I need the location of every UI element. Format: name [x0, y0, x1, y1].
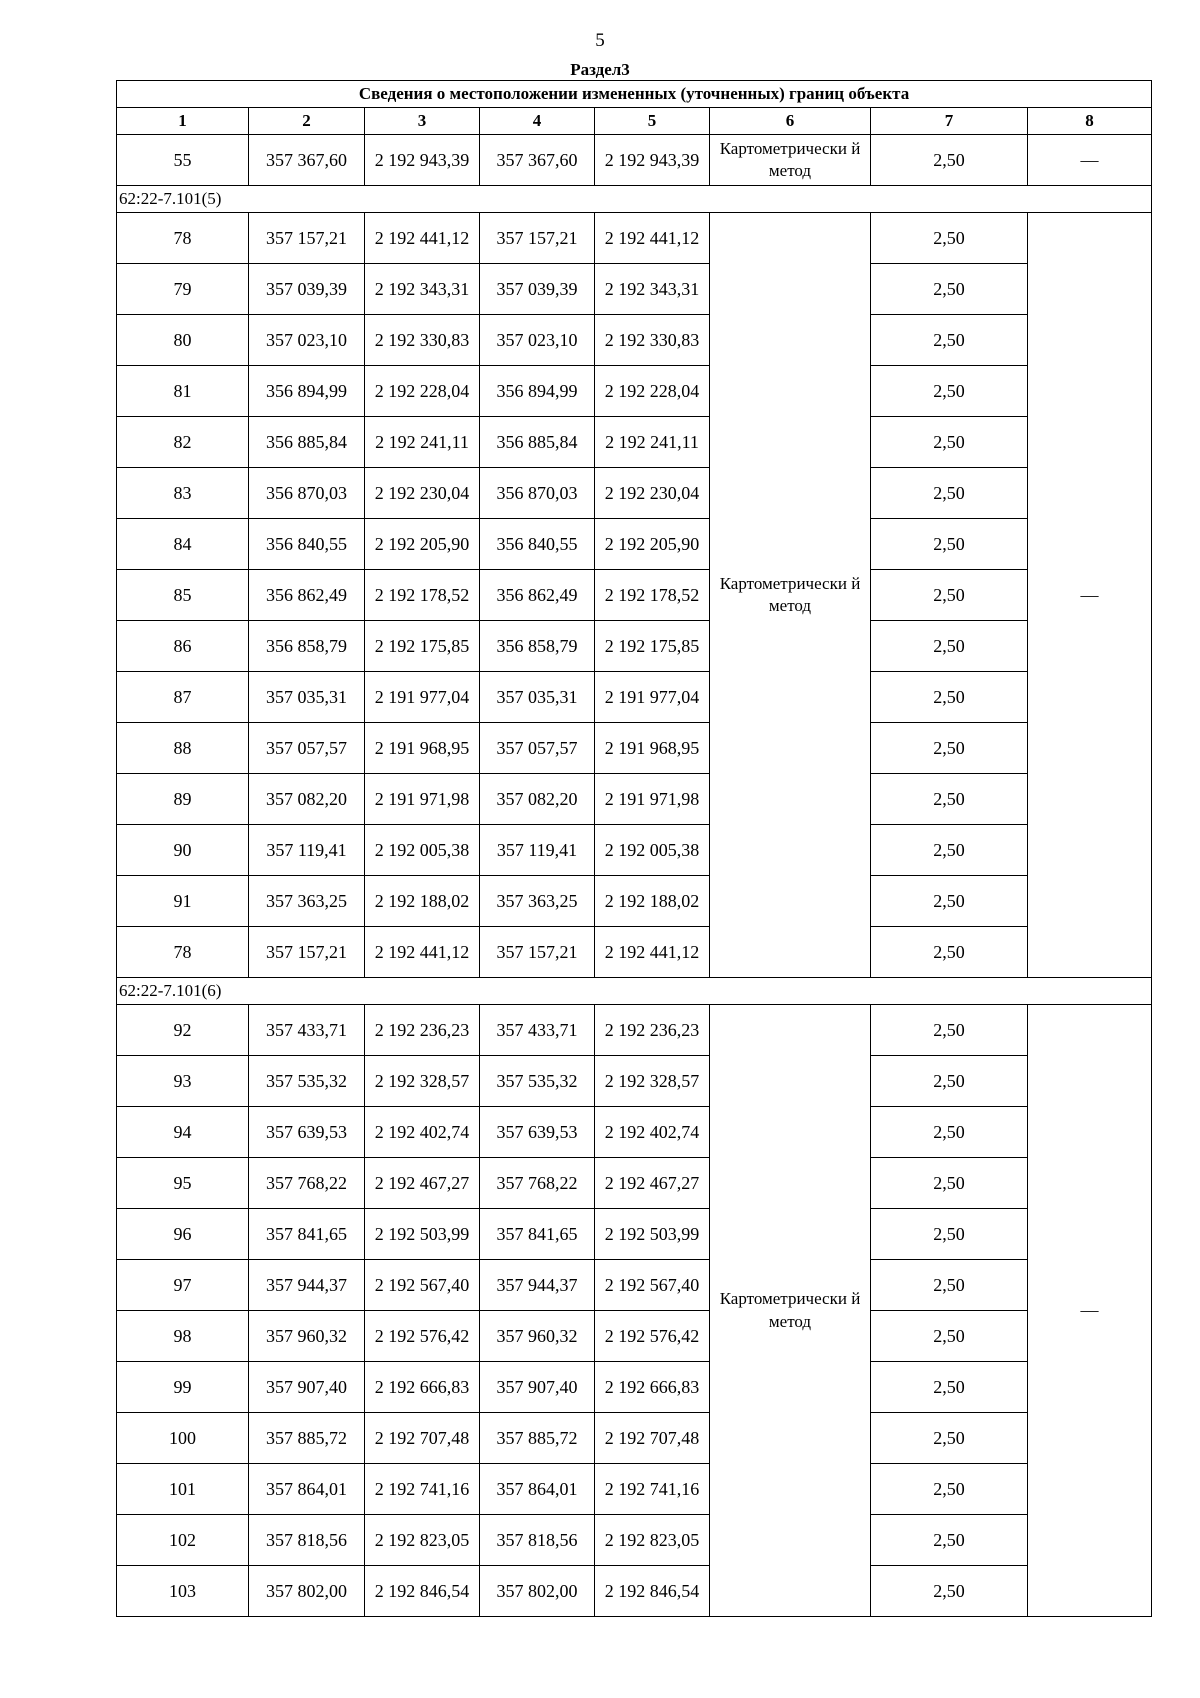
- point-number-cell: 100: [117, 1413, 249, 1464]
- method-cell: Картометрически й метод: [710, 135, 871, 186]
- coordinate-cell: 357 802,00: [249, 1566, 365, 1617]
- method-cell: Картометрически й метод: [710, 1005, 871, 1617]
- coordinate-cell: 2 192 823,05: [365, 1515, 480, 1566]
- point-number-cell: 79: [117, 264, 249, 315]
- note-cell: —: [1028, 1005, 1152, 1617]
- column-number: 4: [480, 108, 595, 135]
- coordinate-cell: 357 035,31: [480, 672, 595, 723]
- table-row: [117, 1107, 1152, 1158]
- coordinate-cell: 2 192 228,04: [365, 366, 480, 417]
- point-number-cell: 91: [117, 876, 249, 927]
- boundary-table: [116, 80, 1152, 1617]
- coordinate-cell: 356 858,79: [249, 621, 365, 672]
- table-row: [117, 213, 1152, 264]
- point-number-cell: 103: [117, 1566, 249, 1617]
- coordinate-cell: 2 192 005,38: [365, 825, 480, 876]
- coordinate-cell: 2 192 188,02: [365, 876, 480, 927]
- accuracy-cell: 2,50: [871, 1515, 1028, 1566]
- coordinate-cell: 357 157,21: [249, 927, 365, 978]
- point-number-cell: 85: [117, 570, 249, 621]
- coordinate-cell: 357 039,39: [480, 264, 595, 315]
- coordinate-cell: 2 192 707,48: [595, 1413, 710, 1464]
- point-number-cell: 90: [117, 825, 249, 876]
- table-row: [117, 570, 1152, 621]
- coordinate-cell: 2 192 178,52: [595, 570, 710, 621]
- coordinate-cell: 2 192 402,74: [365, 1107, 480, 1158]
- coordinate-cell: 357 768,22: [480, 1158, 595, 1209]
- coordinate-cell: 357 157,21: [480, 213, 595, 264]
- coordinate-cell: 357 119,41: [480, 825, 595, 876]
- coordinate-cell: 2 192 330,83: [595, 315, 710, 366]
- table-row: [117, 621, 1152, 672]
- accuracy-cell: 2,50: [871, 876, 1028, 927]
- coordinate-cell: 2 192 666,83: [365, 1362, 480, 1413]
- point-number-cell: 78: [117, 927, 249, 978]
- accuracy-cell: 2,50: [871, 621, 1028, 672]
- point-number-cell: 81: [117, 366, 249, 417]
- method-cell: Картометрически й метод: [710, 213, 871, 978]
- table-row: [117, 1362, 1152, 1413]
- coordinate-cell: 357 023,10: [249, 315, 365, 366]
- section-title: Раздел3: [570, 60, 630, 79]
- coordinate-cell: 357 802,00: [480, 1566, 595, 1617]
- point-number-cell: 98: [117, 1311, 249, 1362]
- coordinate-cell: 357 157,21: [480, 927, 595, 978]
- coordinate-cell: 2 192 205,90: [365, 519, 480, 570]
- coordinate-cell: 2 192 467,27: [365, 1158, 480, 1209]
- table-row: [117, 1566, 1152, 1617]
- point-number-cell: 87: [117, 672, 249, 723]
- coordinate-cell: 2 192 402,74: [595, 1107, 710, 1158]
- column-number: 8: [1028, 108, 1152, 135]
- group-header-row: [117, 978, 1152, 1005]
- coordinate-cell: 2 192 175,85: [365, 621, 480, 672]
- column-number: 1: [117, 108, 249, 135]
- point-number-cell: 84: [117, 519, 249, 570]
- coordinate-cell: 2 192 741,16: [595, 1464, 710, 1515]
- coordinate-cell: 2 192 441,12: [365, 213, 480, 264]
- table-caption: Сведения о местоположении измененных (уточненных) границ объекта: [117, 81, 1152, 108]
- coordinate-cell: 2 192 576,42: [365, 1311, 480, 1362]
- coordinate-cell: 357 841,65: [480, 1209, 595, 1260]
- coordinate-cell: 357 535,32: [480, 1056, 595, 1107]
- coordinate-cell: 2 192 188,02: [595, 876, 710, 927]
- coordinate-cell: 2 192 343,31: [365, 264, 480, 315]
- coordinate-cell: 357 960,32: [480, 1311, 595, 1362]
- coordinate-cell: 357 907,40: [249, 1362, 365, 1413]
- accuracy-cell: 2,50: [871, 570, 1028, 621]
- coordinate-cell: 2 192 236,23: [365, 1005, 480, 1056]
- coordinate-cell: 2 191 977,04: [365, 672, 480, 723]
- coordinate-cell: 357 082,20: [480, 774, 595, 825]
- coordinate-cell: 356 870,03: [480, 468, 595, 519]
- point-number-cell: 92: [117, 1005, 249, 1056]
- coordinate-cell: 2 192 328,57: [595, 1056, 710, 1107]
- coordinate-cell: 2 192 707,48: [365, 1413, 480, 1464]
- coordinate-cell: 356 885,84: [480, 417, 595, 468]
- table-row: [117, 927, 1152, 978]
- accuracy-cell: 2,50: [871, 774, 1028, 825]
- table-row: [117, 519, 1152, 570]
- point-number-cell: 97: [117, 1260, 249, 1311]
- table-row: [117, 825, 1152, 876]
- accuracy-cell: 2,50: [871, 927, 1028, 978]
- accuracy-cell: 2,50: [871, 1311, 1028, 1362]
- table-row: [117, 672, 1152, 723]
- coordinate-cell: 2 192 205,90: [595, 519, 710, 570]
- coordinate-cell: 2 192 441,12: [365, 927, 480, 978]
- coordinate-cell: 357 367,60: [249, 135, 365, 186]
- point-number-cell: 55: [117, 135, 249, 186]
- accuracy-cell: 2,50: [871, 1005, 1028, 1056]
- coordinate-cell: 2 191 968,95: [365, 723, 480, 774]
- coordinate-cell: 356 885,84: [249, 417, 365, 468]
- table-row: [117, 1464, 1152, 1515]
- coordinate-cell: 357 944,37: [480, 1260, 595, 1311]
- coordinate-cell: 2 192 666,83: [595, 1362, 710, 1413]
- coordinate-cell: 2 192 576,42: [595, 1311, 710, 1362]
- point-number-cell: 86: [117, 621, 249, 672]
- coordinate-cell: 2 192 503,99: [365, 1209, 480, 1260]
- point-number-cell: 83: [117, 468, 249, 519]
- coordinate-cell: 2 192 330,83: [365, 315, 480, 366]
- accuracy-cell: 2,50: [871, 723, 1028, 774]
- column-number: 6: [710, 108, 871, 135]
- coordinate-cell: 357 039,39: [249, 264, 365, 315]
- coordinate-cell: 2 192 943,39: [365, 135, 480, 186]
- accuracy-cell: 2,50: [871, 1464, 1028, 1515]
- coordinate-cell: 357 841,65: [249, 1209, 365, 1260]
- coordinate-cell: 357 023,10: [480, 315, 595, 366]
- coordinate-cell: 2 191 968,95: [595, 723, 710, 774]
- table-row: [117, 1260, 1152, 1311]
- point-number-cell: 96: [117, 1209, 249, 1260]
- coordinate-cell: 2 192 823,05: [595, 1515, 710, 1566]
- accuracy-cell: 2,50: [871, 825, 1028, 876]
- point-number-cell: 95: [117, 1158, 249, 1209]
- note-cell: —: [1028, 135, 1152, 186]
- coordinate-cell: 2 191 971,98: [365, 774, 480, 825]
- table-row: [117, 723, 1152, 774]
- coordinate-cell: 2 192 005,38: [595, 825, 710, 876]
- accuracy-cell: 2,50: [871, 213, 1028, 264]
- coordinate-cell: 357 363,25: [249, 876, 365, 927]
- accuracy-cell: 2,50: [871, 672, 1028, 723]
- group-label: 62:22-7.101(5): [117, 186, 1152, 213]
- table-row: [117, 1158, 1152, 1209]
- accuracy-cell: 2,50: [871, 366, 1028, 417]
- accuracy-cell: 2,50: [871, 135, 1028, 186]
- coordinate-cell: 2 192 241,11: [595, 417, 710, 468]
- accuracy-cell: 2,50: [871, 1260, 1028, 1311]
- point-number-cell: 93: [117, 1056, 249, 1107]
- coordinate-cell: 357 535,32: [249, 1056, 365, 1107]
- coordinate-cell: 2 192 503,99: [595, 1209, 710, 1260]
- point-number-cell: 89: [117, 774, 249, 825]
- coordinate-cell: 357 639,53: [480, 1107, 595, 1158]
- table-row: [117, 1209, 1152, 1260]
- coordinate-cell: 2 192 230,04: [365, 468, 480, 519]
- coordinate-cell: 357 907,40: [480, 1362, 595, 1413]
- table-caption-row: [117, 81, 1152, 108]
- table-body: [117, 81, 1152, 1617]
- coordinate-cell: 357 944,37: [249, 1260, 365, 1311]
- coordinate-cell: 2 192 343,31: [595, 264, 710, 315]
- accuracy-cell: 2,50: [871, 519, 1028, 570]
- accuracy-cell: 2,50: [871, 417, 1028, 468]
- table-row: [117, 1311, 1152, 1362]
- group-label: 62:22-7.101(6): [117, 978, 1152, 1005]
- note-cell: —: [1028, 213, 1152, 978]
- point-number-cell: 99: [117, 1362, 249, 1413]
- accuracy-cell: 2,50: [871, 1413, 1028, 1464]
- coordinate-cell: 357 157,21: [249, 213, 365, 264]
- accuracy-cell: 2,50: [871, 1362, 1028, 1413]
- accuracy-cell: 2,50: [871, 1107, 1028, 1158]
- point-number-cell: 88: [117, 723, 249, 774]
- coordinate-cell: 357 433,71: [480, 1005, 595, 1056]
- table-row: [117, 1056, 1152, 1107]
- coordinate-cell: 357 639,53: [249, 1107, 365, 1158]
- column-number: 3: [365, 108, 480, 135]
- point-number-cell: 78: [117, 213, 249, 264]
- coordinate-cell: 2 192 175,85: [595, 621, 710, 672]
- coordinate-cell: 356 858,79: [480, 621, 595, 672]
- table-row: [117, 774, 1152, 825]
- coordinate-cell: 357 818,56: [249, 1515, 365, 1566]
- coordinate-cell: 357 367,60: [480, 135, 595, 186]
- point-number-cell: 94: [117, 1107, 249, 1158]
- table-row: [117, 417, 1152, 468]
- coordinate-cell: 356 894,99: [249, 366, 365, 417]
- coordinate-cell: 2 192 741,16: [365, 1464, 480, 1515]
- coordinate-cell: 357 082,20: [249, 774, 365, 825]
- table-row: [117, 135, 1152, 186]
- accuracy-cell: 2,50: [871, 1056, 1028, 1107]
- coordinate-cell: 356 840,55: [480, 519, 595, 570]
- coordinate-cell: 357 864,01: [480, 1464, 595, 1515]
- table-row: [117, 1515, 1152, 1566]
- coordinate-cell: 357 885,72: [480, 1413, 595, 1464]
- accuracy-cell: 2,50: [871, 1158, 1028, 1209]
- table-row: [117, 366, 1152, 417]
- coordinate-cell: 357 363,25: [480, 876, 595, 927]
- coordinate-cell: 2 192 230,04: [595, 468, 710, 519]
- table-row: [117, 1005, 1152, 1056]
- coordinate-cell: 2 192 178,52: [365, 570, 480, 621]
- coordinate-cell: 356 862,49: [249, 570, 365, 621]
- accuracy-cell: 2,50: [871, 264, 1028, 315]
- coordinate-cell: 2 192 441,12: [595, 213, 710, 264]
- point-number-cell: 80: [117, 315, 249, 366]
- table-row: [117, 264, 1152, 315]
- coordinate-cell: 357 035,31: [249, 672, 365, 723]
- accuracy-cell: 2,50: [871, 468, 1028, 519]
- coordinate-cell: 2 192 846,54: [595, 1566, 710, 1617]
- group-header-row: [117, 186, 1152, 213]
- page-number: 5: [595, 30, 605, 51]
- coordinate-cell: 357 768,22: [249, 1158, 365, 1209]
- coordinate-cell: 357 818,56: [480, 1515, 595, 1566]
- table-row: [117, 1413, 1152, 1464]
- coordinate-cell: 2 191 977,04: [595, 672, 710, 723]
- coordinate-cell: 357 885,72: [249, 1413, 365, 1464]
- coordinate-cell: 2 192 467,27: [595, 1158, 710, 1209]
- accuracy-cell: 2,50: [871, 1209, 1028, 1260]
- coordinate-cell: 357 960,32: [249, 1311, 365, 1362]
- coordinate-cell: 357 057,57: [249, 723, 365, 774]
- column-number: 7: [871, 108, 1028, 135]
- coordinate-cell: 2 192 567,40: [365, 1260, 480, 1311]
- coordinate-cell: 357 119,41: [249, 825, 365, 876]
- coordinate-cell: 2 192 236,23: [595, 1005, 710, 1056]
- point-number-cell: 82: [117, 417, 249, 468]
- coordinate-cell: 2 192 943,39: [595, 135, 710, 186]
- coordinate-cell: 2 192 846,54: [365, 1566, 480, 1617]
- coordinate-cell: 357 057,57: [480, 723, 595, 774]
- column-number: 5: [595, 108, 710, 135]
- accuracy-cell: 2,50: [871, 1566, 1028, 1617]
- point-number-cell: 101: [117, 1464, 249, 1515]
- coordinate-cell: 357 433,71: [249, 1005, 365, 1056]
- coordinate-cell: 356 870,03: [249, 468, 365, 519]
- table-row: [117, 315, 1152, 366]
- coordinate-cell: 356 840,55: [249, 519, 365, 570]
- coordinate-cell: 357 864,01: [249, 1464, 365, 1515]
- column-number: 2: [249, 108, 365, 135]
- coordinate-cell: 356 894,99: [480, 366, 595, 417]
- coordinate-cell: 2 192 441,12: [595, 927, 710, 978]
- coordinate-cell: 2 191 971,98: [595, 774, 710, 825]
- accuracy-cell: 2,50: [871, 315, 1028, 366]
- coordinate-cell: 2 192 328,57: [365, 1056, 480, 1107]
- coordinate-cell: 2 192 241,11: [365, 417, 480, 468]
- coordinate-cell: 2 192 228,04: [595, 366, 710, 417]
- point-number-cell: 102: [117, 1515, 249, 1566]
- table-row: [117, 468, 1152, 519]
- column-number-row: [117, 108, 1152, 135]
- coordinate-cell: 2 192 567,40: [595, 1260, 710, 1311]
- coordinate-cell: 356 862,49: [480, 570, 595, 621]
- table-row: [117, 876, 1152, 927]
